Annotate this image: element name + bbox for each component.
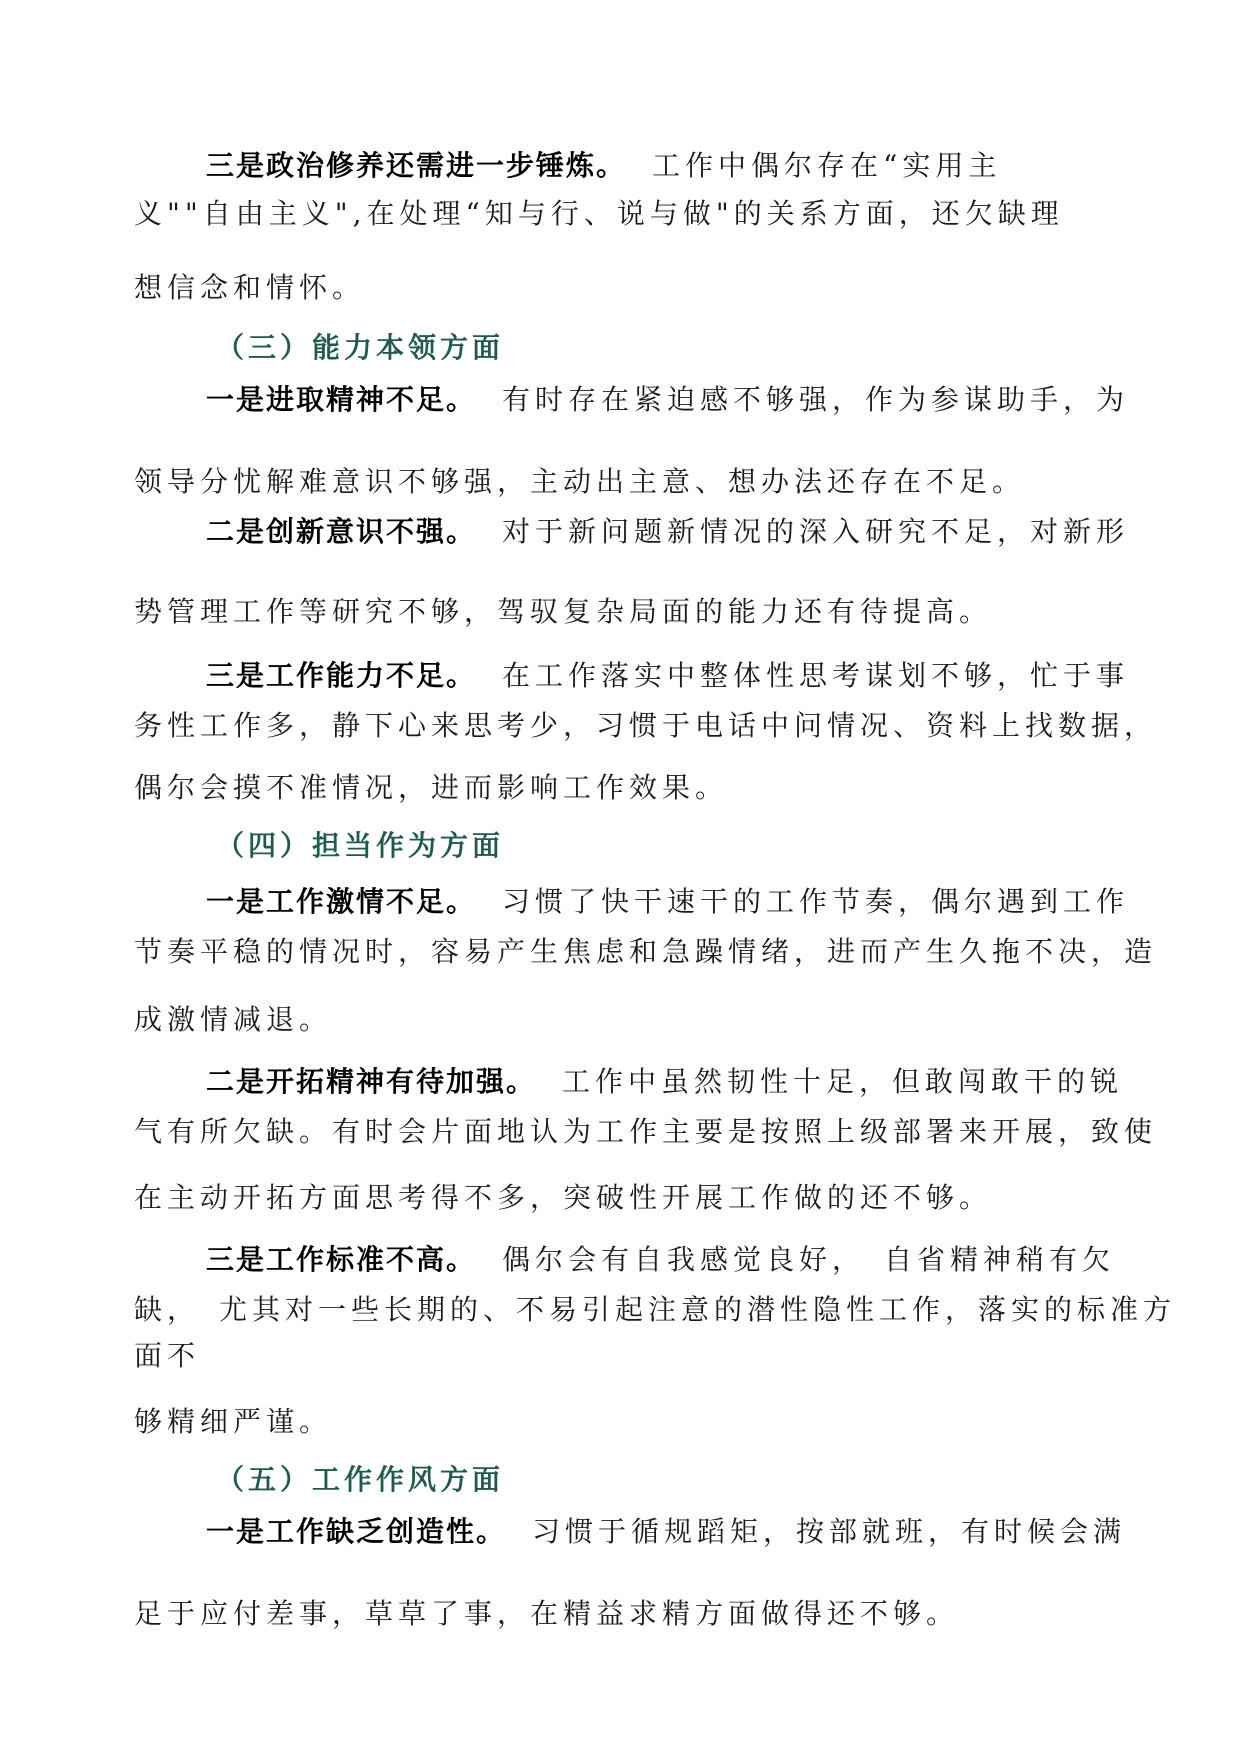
paragraph-first-line: [206, 380, 1129, 420]
paragraph-first-line: [206, 882, 1129, 922]
paragraph-line: 偶尔会摸不准情况，进而影响工作效果。: [134, 771, 729, 804]
paragraph-lead: 三是工作能力不足。: [206, 659, 477, 692]
paragraph-first-line: [206, 656, 1129, 696]
paragraph-text: 偶尔会有自我感觉良好， 自省精神稍有欠: [502, 1243, 1116, 1276]
section-heading: （三）能力本领方面: [216, 331, 505, 364]
paragraph-lead: 二是创新意识不强。: [206, 515, 477, 548]
section-heading: （五）工作作风方面: [216, 1463, 505, 1496]
paragraph-text: 习惯了快干速干的工作节奏，偶尔遇到工作: [502, 885, 1130, 918]
paragraph-line: 足于应付差事，草草了事，在精益求精方面做得还不够。: [134, 1597, 960, 1630]
paragraph-lead: 一是工作激情不足。: [206, 885, 477, 918]
paragraph-lead: 三是工作标准不高。: [206, 1243, 477, 1276]
paragraph-line: 缺， 尤其对一些长期的、不易引起注意的潜性隐性工作，落实的标准方: [134, 1293, 1177, 1326]
paragraph-line: 面不: [134, 1339, 201, 1372]
paragraph-line: 想信念和情怀。: [134, 271, 366, 304]
paragraph-first-line: [206, 1062, 1123, 1102]
paragraph-line: 义""自由主义",在处理“知与行、说与做"的关系方面，还欠缺理: [134, 197, 1064, 230]
paragraph-first-line: [206, 512, 1129, 552]
paragraph-line: 够精细严谨。: [134, 1405, 333, 1438]
paragraph-lead: 三是政治修养还需进一步锤炼。: [206, 149, 627, 182]
paragraph-lead: 一是进取精神不足。: [206, 383, 477, 416]
paragraph-line: 节奏平稳的情况时，容易产生焦虑和急躁情绪，进而产生久拖不决，造: [134, 935, 1158, 968]
paragraph-first-line: [206, 1240, 1115, 1280]
paragraph-line: 领导分忧解难意识不够强，主动出主意、想办法还存在不足。: [134, 465, 1026, 498]
paragraph-text: 习惯于循规蹈矩，按部就班，有时候会满: [532, 1515, 1127, 1548]
paragraph-text: 对于新问题新情况的深入研究不足，对新形: [502, 515, 1130, 548]
paragraph-line: 务性工作多，静下心来思考少，习惯于电话中问情况、资料上找数据，: [134, 709, 1158, 742]
section-heading: （四）担当作为方面: [216, 829, 505, 862]
paragraph-lead: 二是开拓精神有待加强。: [206, 1065, 537, 1098]
paragraph-first-line: [206, 146, 1001, 186]
paragraph-text: 在工作落实中整体性思考谋划不够，忙于事: [502, 659, 1130, 692]
paragraph-line: 势管理工作等研究不够，驾驭复杂局面的能力还有待提高。: [134, 595, 993, 628]
paragraph-lead: 一是工作缺乏创造性。: [206, 1515, 507, 1548]
paragraph-line: 成激情减退。: [134, 1003, 333, 1036]
paragraph-first-line: [206, 1512, 1126, 1552]
paragraph-line: 气有所欠缺。有时会片面地认为工作主要是按照上级部署来开展，致使: [134, 1115, 1158, 1148]
paragraph-text: 有时存在紧迫感不够强，作为参谋助手，为: [502, 383, 1130, 416]
paragraph-text: 工作中偶尔存在“实用主: [652, 149, 1002, 182]
paragraph-line: 在主动开拓方面思考得不多，突破性开展工作做的还不够。: [134, 1181, 993, 1214]
paragraph-text: 工作中虽然韧性十足，但敢闯敢干的锐: [562, 1065, 1124, 1098]
